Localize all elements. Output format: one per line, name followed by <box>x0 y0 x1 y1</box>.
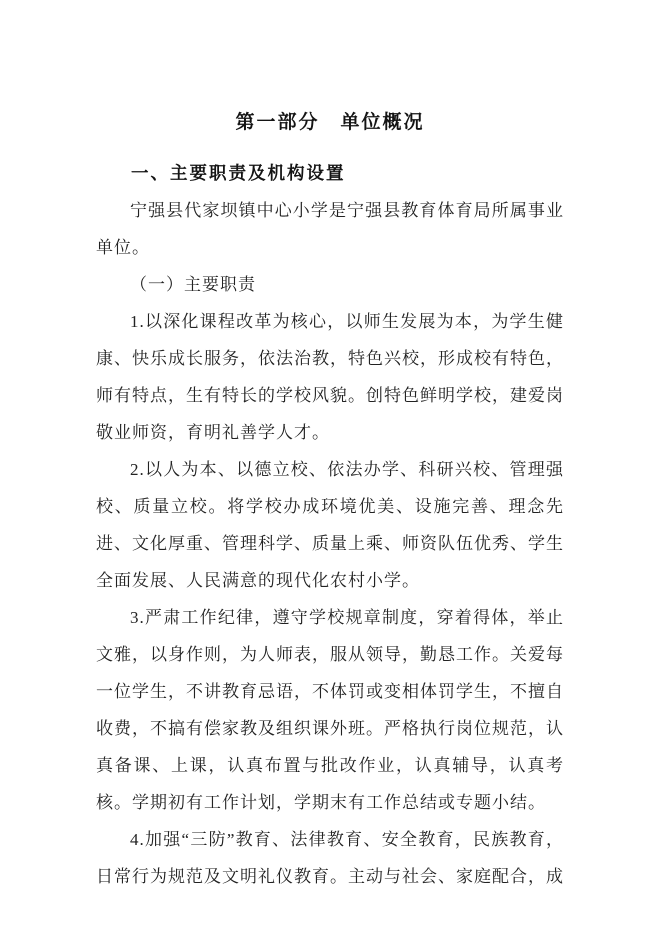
document-content <box>96 108 564 895</box>
paragraph-duty-3: 3.严肃工作纪律，遵守学校规章制度，穿着得体，举止文雅，以身作则，为人师表，服从领导，勤恳工作。关爱每一位学生，不讲教育忌语，不体罚或变相体罚学生，不擅自收费，不搞有偿家教及组织课外班。严格执行岗位规范，认真备课、上课，认真布置与批改作业，认真辅导，认真考核。学期初有工作计划，学期末有工作总结或专题小结。 <box>96 608 564 812</box>
paragraph-duty-4: 4.加强“三防”教育、法律教育、安全教育，民族教育，日常行为规范及文明礼仪教育。主动与社会、家庭配合，成 <box>96 830 564 886</box>
paragraph-duty-2: 2.以人为本、以德立校、依法办学、科研兴校、管理强校、质量立校。将学校办成环境优美、设施完善、理念先进、文化厚重、管理科学、质量上乘、师资队伍优秀、学生全面发展、人民满意的现代化农村小学。 <box>96 460 564 590</box>
paragraph-unit-affiliation: 宁强县代家坝镇中心小学是宁强县教育体育局所属事业单位。 <box>96 201 564 257</box>
document-title: 第一部分 单位概况 <box>235 112 425 133</box>
section-heading: 一、主要职责及机构设置 <box>131 163 346 183</box>
subsection-heading-main-duties: （一）主要职责 <box>130 275 256 294</box>
paragraph-duty-1: 1.以深化课程改革为核心，以师生发展为本，为学生健康、快乐成长服务，依法治教，特色兴校，形成校有特色，师有特点，生有特长的学校风貌。创特色鲜明学校，建爱岗敬业师资，育明礼善学人才。 <box>96 312 564 442</box>
